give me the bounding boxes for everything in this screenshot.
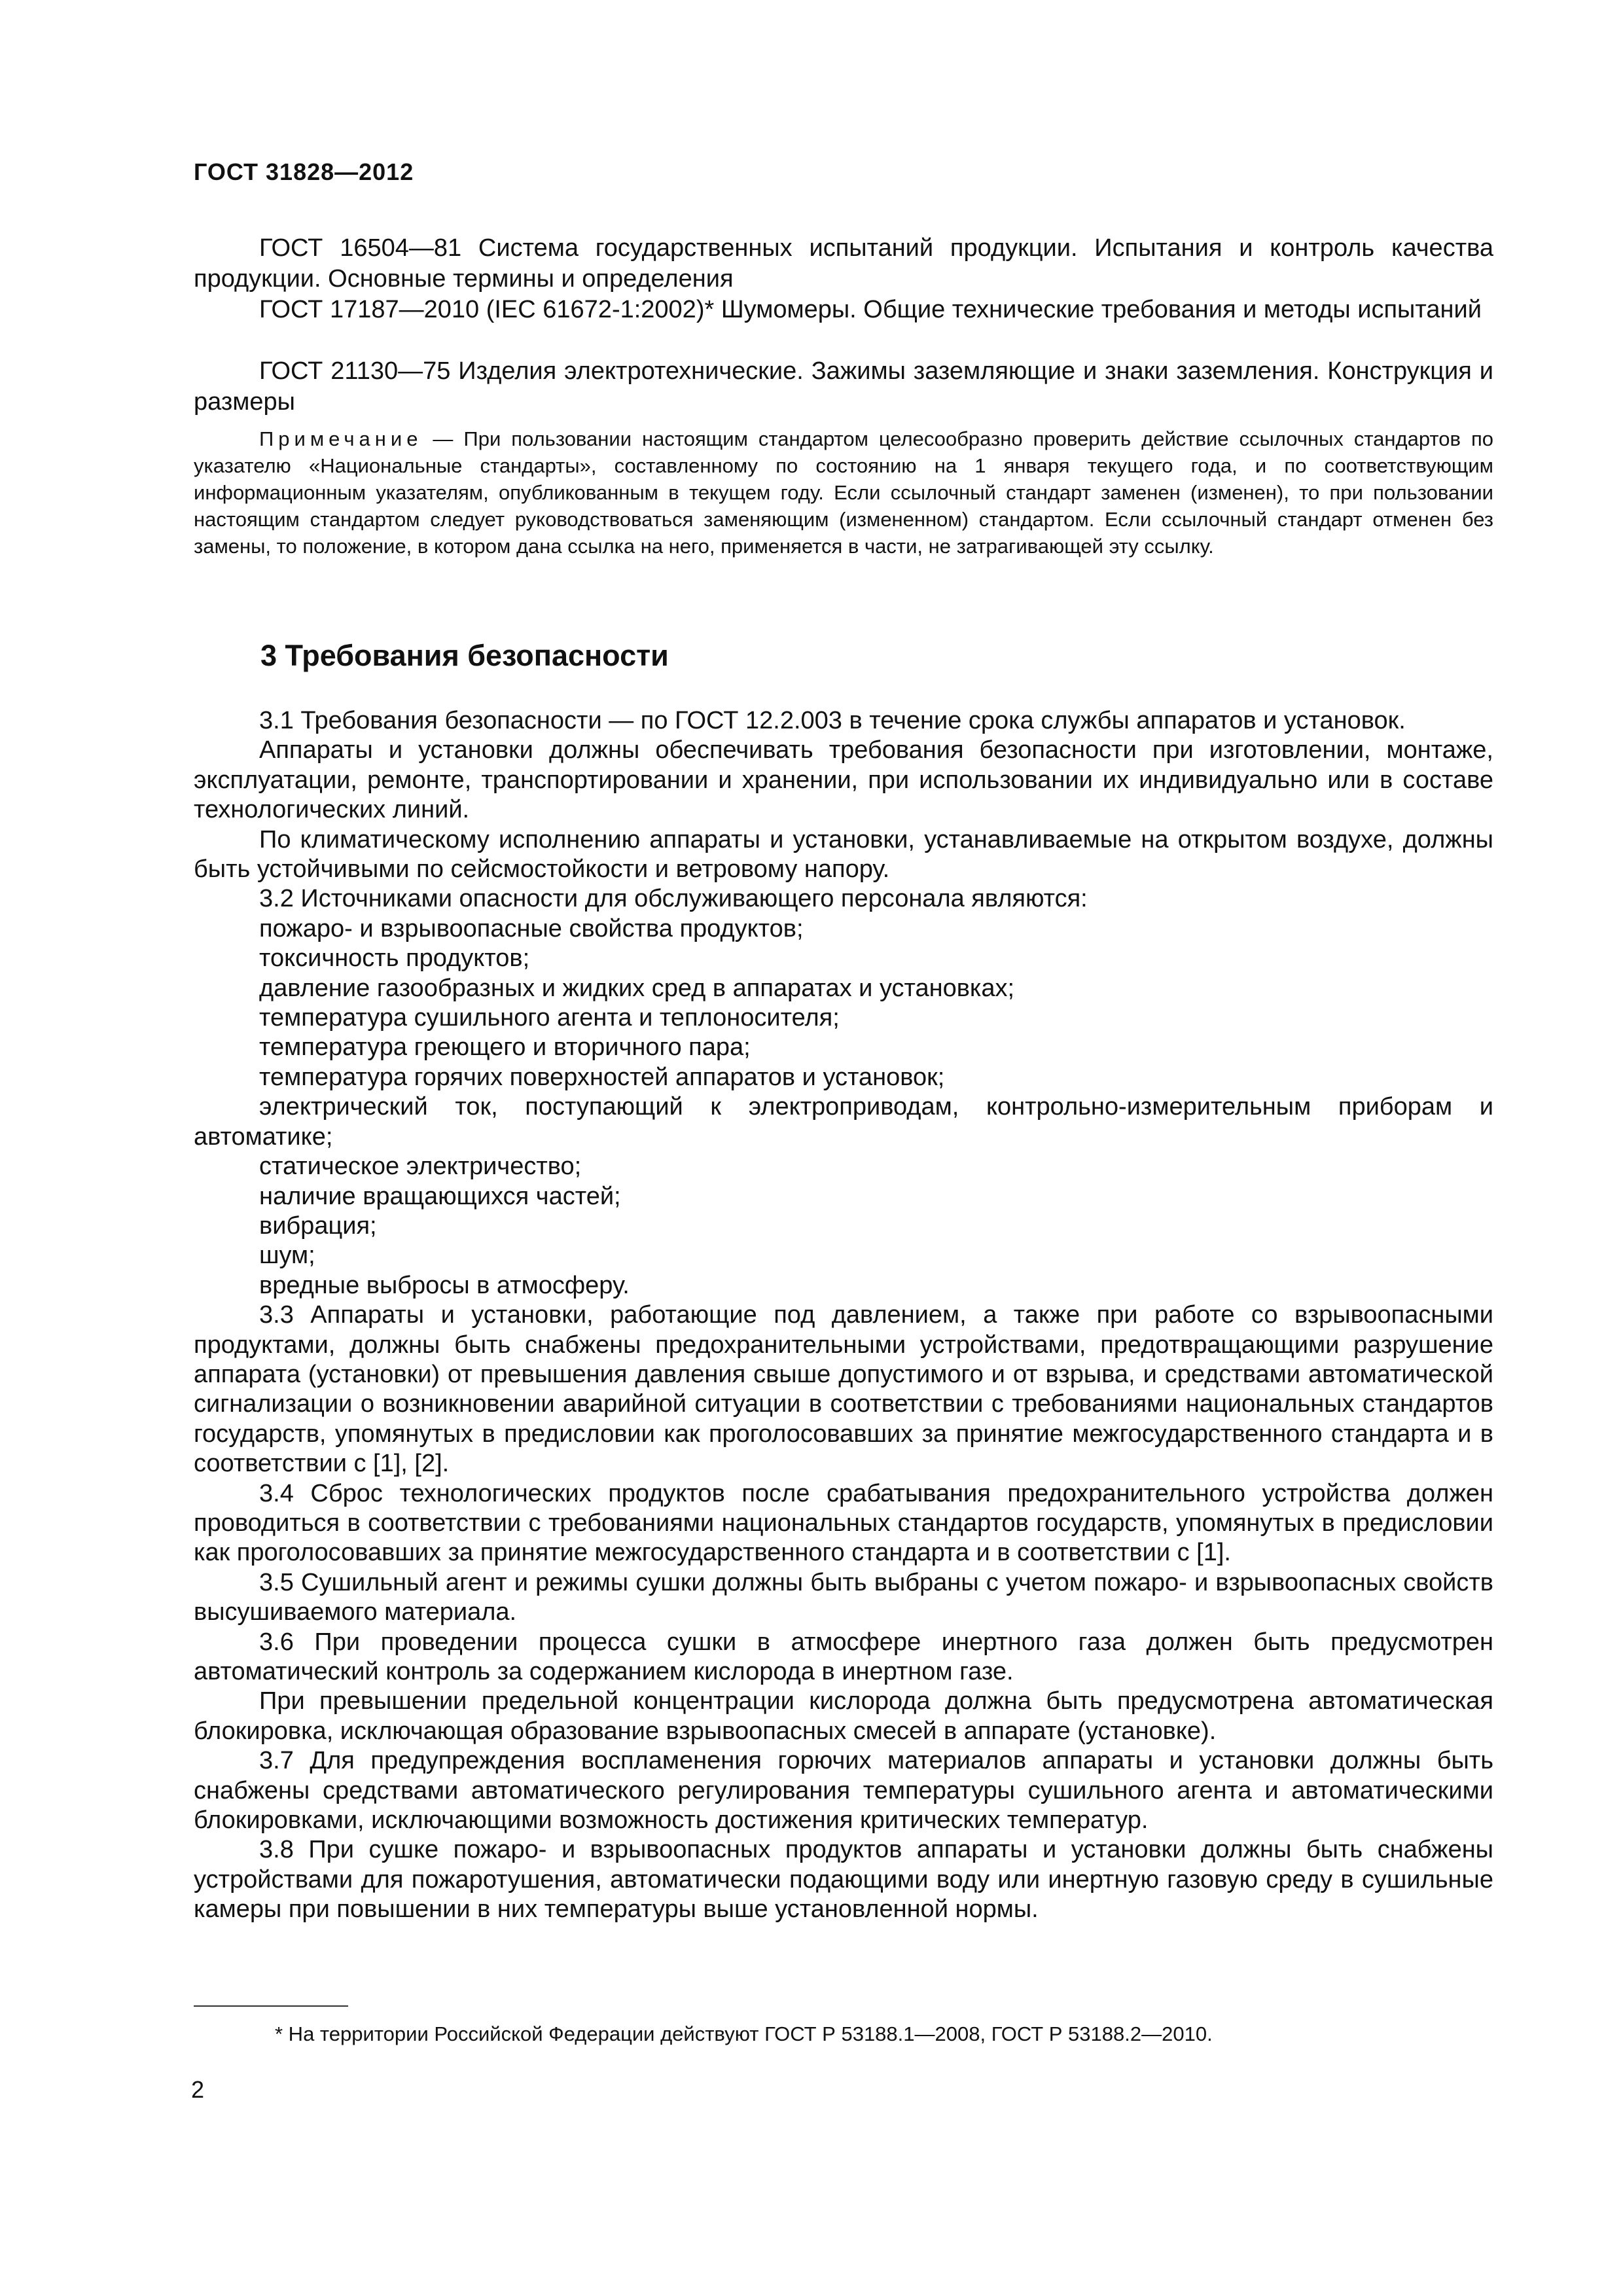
list-item: токсичность продуктов;: [259, 944, 530, 973]
note-label: Примечание: [259, 427, 423, 450]
reference-gost-21130: ГОСТ 21130—75 Изделия электротехнические. Зажимы заземляющие и знаки заземления. Конструкция и размеры: [194, 357, 1493, 416]
list-item: температура греющего и вторичного пара;: [259, 1033, 751, 1062]
list-item: пожаро- и взрывоопасные свойства продуктов;: [259, 914, 804, 942]
list-item: статическое электричество;: [259, 1153, 582, 1181]
paragraph: По климатическому исполнению аппараты и установки, устанавливаемые на открытом воздухе, должны быть устойчивыми по сейсмостойкости и ветровому напору.: [194, 825, 1493, 884]
paragraph-3-7: 3.7 Для предупреждения воспламенения горючих материалов аппараты и установки должны быть снабжены средствами автоматического регулирования температуры сушильного агента и автоматическими блокировками, исключающими возможность достижения критических температур.: [194, 1747, 1493, 1835]
note-text: — При пользовании настоящим стандартом целесообразно проверить действие ссылочных стандартов по указателю «Национальные стандарты», составленному по состоянию на 1 января текущего года, и по соответствующим информационным указателям, опубликованным в текущем году. Если ссылочный стандарт заменен (изменен), то при пользовании настоящим стандартом следует руководствоваться заменяющим (измененном) стандартом. Если ссылочный стандарт отменен без замены, то положение, в котором дана ссылка на него, применяется в части, не затрагивающей эту ссылку.: [194, 427, 1493, 558]
section-title: 3 Требования безопасности: [260, 639, 669, 672]
list-item: температура горячих поверхностей аппаратов и установок;: [259, 1063, 945, 1091]
note-paragraph: [194, 425, 1493, 560]
footnote: * На территории Российской Федерации действуют ГОСТ Р 53188.1—2008, ГОСТ Р 53188.2—2010.: [275, 2022, 1213, 2045]
paragraph-3-8: 3.8 При сушке пожаро- и взрывоопасных продуктов аппараты и установки должны быть снабжены устройствами для пожаротушения, автоматически подающими воду или инертную газовую среду в сушильные камеры при повышении в них температуры выше установленной нормы.: [194, 1836, 1493, 1924]
list-item: вибрация;: [259, 1211, 377, 1240]
paragraph-3-2: 3.2 Источниками опасности для обслуживающего персонала являются:: [259, 885, 1088, 913]
footnote-divider: [194, 2005, 348, 2007]
list-item: температура сушильного агента и теплоносителя;: [259, 1004, 840, 1032]
paragraph-3-3: 3.3 Аппараты и установки, работающие под давлением, а также при работе со взрывоопасными продуктами, должны быть снабжены предохранительными устройствами, предотвращающими разрушение аппарата (установки) от превышения давления свыше допустимого и от взрыва, и средствами автоматической сигнализации о возникновении аварийной ситуации в соответствии с требованиями национальных стандартов государств, упомянутых в предисловии как проголосовавших за принятие межгосударственного стандарта и в соответствии с [1], [2].: [194, 1301, 1493, 1478]
paragraph-3-5: 3.5 Сушильный агент и режимы сушки должны быть выбраны с учетом пожаро- и взрывоопасных свойств высушиваемого материала.: [194, 1568, 1493, 1626]
list-item: давление газообразных и жидких сред в аппаратах и установках;: [259, 974, 1015, 1002]
list-item: вредные выбросы в атмосферу.: [259, 1271, 630, 1299]
list-item: электрический ток, поступающий к электроприводам, контрольно-измерительным приборам и автоматике;: [194, 1093, 1493, 1151]
reference-gost-17187: ГОСТ 17187—2010 (IEC 61672-1:2002)* Шумомеры. Общие технические требования и методы испытаний: [259, 296, 1482, 323]
list-item: шум;: [259, 1242, 315, 1270]
paragraph-3-1: 3.1 Требования безопасности — по ГОСТ 12.2.003 в течение срока службы аппаратов и установок.: [259, 707, 1406, 734]
paragraph: При превышении предельной концентрации кислорода должна быть предусмотрена автоматическая блокировка, исключающая образование взрывоопасных смесей в аппарате (установке).: [194, 1687, 1493, 1745]
paragraph-3-6: 3.6 При проведении процесса сушки в атмосфере инертного газа должен быть предусмотрен автоматический контроль за содержанием кислорода в инертном газе.: [194, 1628, 1493, 1685]
document-header: ГОСТ 31828—2012: [194, 158, 414, 185]
reference-gost-16504: ГОСТ 16504—81 Система государственных испытаний продукции. Испытания и контроль качества продукции. Основные термины и определения: [194, 234, 1493, 293]
section-body: [194, 706, 1493, 1925]
paragraph-3-4: 3.4 Сброс технологических продуктов после срабатывания предохранительного устройства должен проводиться в соответствии с требованиями национальных стандартов государств, упомянутых в предисловии как проголосовавших за принятие межгосударственного стандарта и в соответствии с [1].: [194, 1479, 1493, 1567]
paragraph: Аппараты и установки должны обеспечивать требования безопасности при изготовлении, монтаже, эксплуатации, ремонте, транспортировании и хранении, при использовании их индивидуально или в составе технологических линий.: [194, 736, 1493, 824]
list-item: наличие вращающихся частей;: [259, 1182, 621, 1210]
page-number: 2: [191, 2076, 205, 2103]
